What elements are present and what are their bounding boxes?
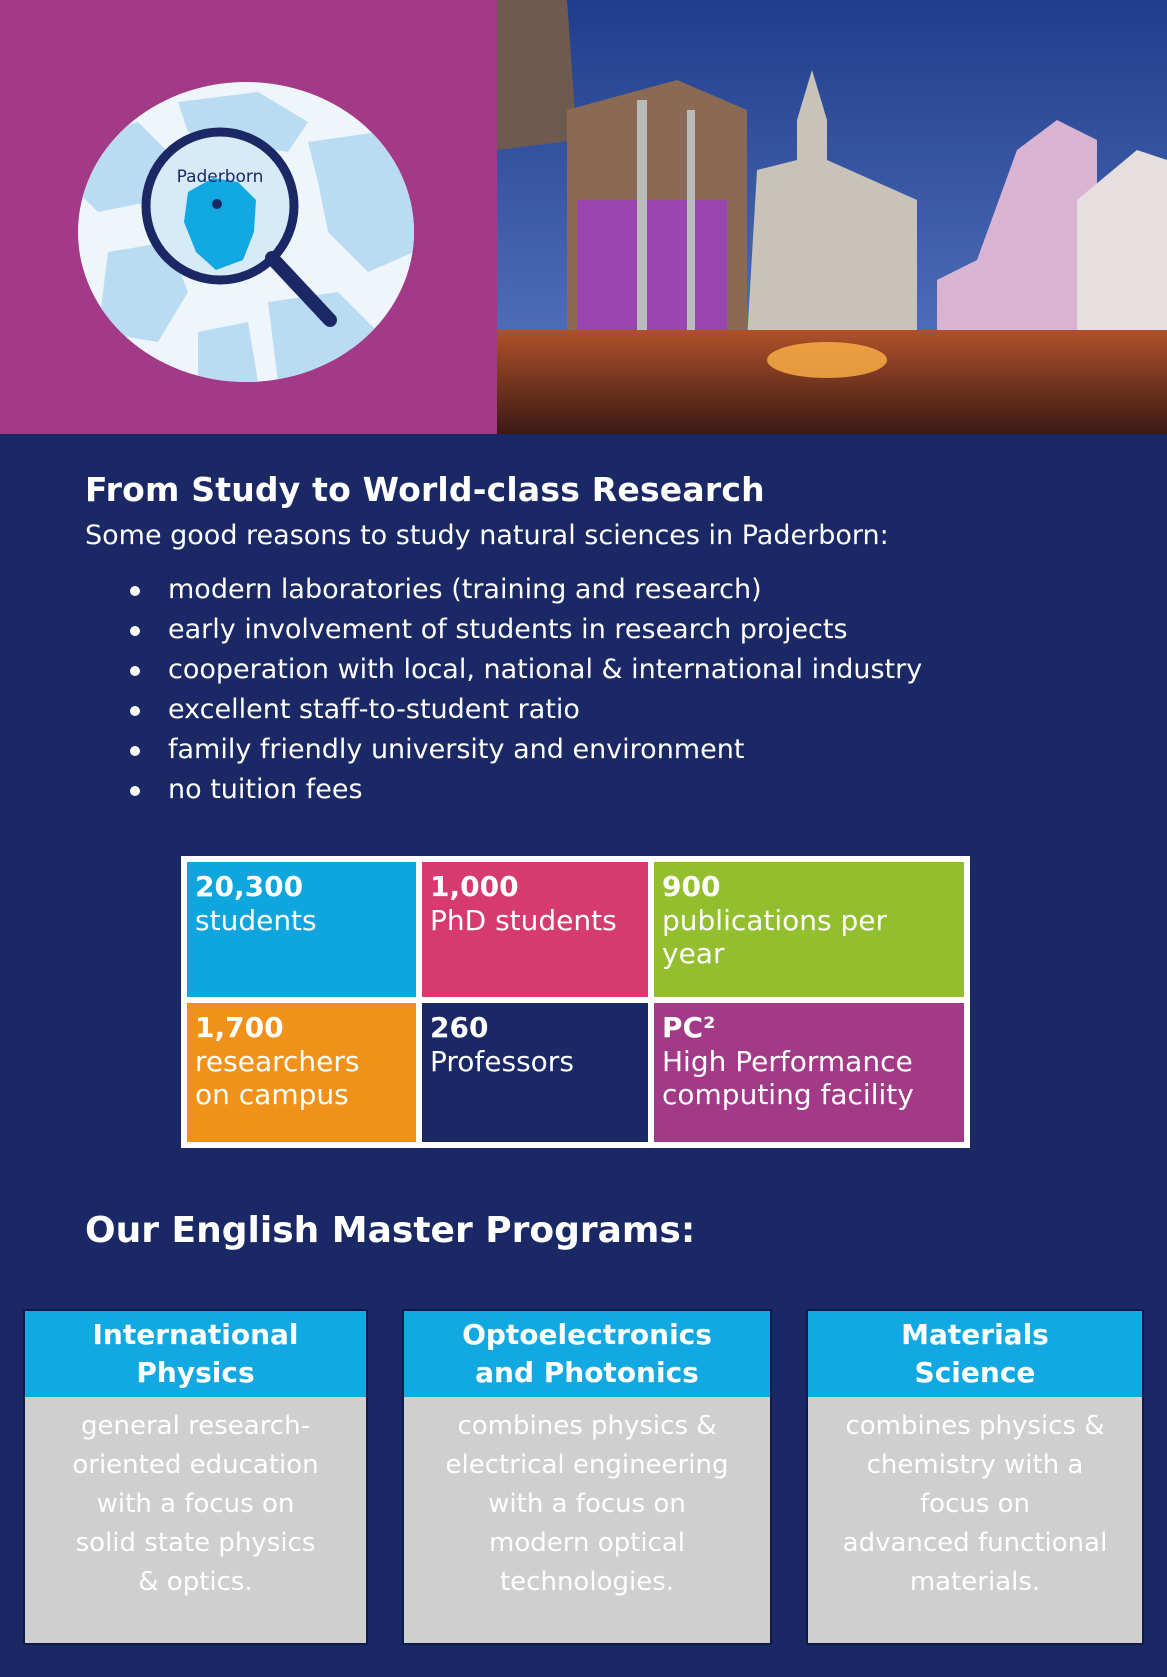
list-item	[130, 610, 922, 650]
program-card-optoelectronics	[402, 1309, 772, 1645]
bullet-icon	[130, 586, 140, 596]
program-card-international-physics	[23, 1309, 368, 1645]
stat-number: 1,000	[430, 870, 519, 903]
stat-computing-facility	[654, 1003, 964, 1142]
stat-publications	[654, 862, 964, 997]
evening-festival-photo	[497, 0, 1167, 434]
reason-text: excellent staff-to-student ratio	[168, 694, 580, 725]
stat-number: 1,700	[195, 1011, 284, 1044]
reason-text: no tuition fees	[168, 774, 363, 805]
stat-students	[187, 862, 416, 997]
stat-number: 900	[662, 870, 721, 903]
list-item	[130, 690, 922, 730]
program-card-materials-science	[806, 1309, 1144, 1645]
list-item	[130, 570, 922, 610]
programs-heading: Our English Master Programs:	[85, 1210, 696, 1251]
stat-label: researchers on campus	[195, 1045, 360, 1111]
stat-number: PC²	[662, 1011, 716, 1044]
map-city-label: Paderborn	[176, 167, 264, 187]
reason-text: family friendly university and environment	[168, 734, 745, 765]
stat-phd-students	[422, 862, 648, 997]
bullet-icon	[130, 746, 140, 756]
stat-label: PhD students	[430, 904, 617, 937]
program-title: Optoelectronics and Photonics	[404, 1311, 770, 1397]
bullet-icon	[130, 786, 140, 796]
section-subheading: Some good reasons to study natural sciences in Paderborn:	[85, 520, 889, 551]
program-description: combines physics & chemistry with a focus on advanced functional materials.	[842, 1411, 1108, 1597]
bullet-icon	[130, 626, 140, 636]
stat-researchers	[187, 1003, 416, 1142]
stat-label: High Performance computing facility	[662, 1045, 914, 1111]
stat-number: 260	[430, 1011, 489, 1044]
reason-text: modern laboratories (training and research)	[168, 574, 762, 605]
program-description: combines physics & electrical engineering with a focus on modern optical technologies.	[445, 1411, 729, 1597]
town-square-photo	[497, 0, 1167, 434]
stat-label: publications per year	[662, 904, 888, 970]
map-panel	[0, 0, 497, 434]
reasons-list	[130, 570, 922, 810]
magnified-map-illustration	[78, 82, 414, 382]
list-item	[130, 730, 922, 770]
program-description: general research- oriented education with a focus on solid state physics & optics.	[72, 1411, 319, 1597]
stat-professors	[422, 1003, 648, 1142]
list-item	[130, 770, 922, 810]
paderborn-marker	[212, 199, 222, 209]
stat-label: students	[195, 904, 317, 937]
bullet-icon	[130, 666, 140, 676]
program-title: International Physics	[25, 1311, 366, 1397]
list-item	[130, 650, 922, 690]
stat-number: 20,300	[195, 870, 304, 903]
section-heading: From Study to World-class Research	[85, 470, 765, 509]
stat-label: Professors	[430, 1045, 574, 1078]
bullet-icon	[130, 706, 140, 716]
statistics-grid	[181, 856, 970, 1148]
reason-text: early involvement of students in research projects	[168, 614, 848, 645]
program-title: Materials Science	[808, 1311, 1142, 1397]
reason-text: cooperation with local, national & international industry	[168, 654, 923, 685]
header-images	[0, 0, 1167, 434]
